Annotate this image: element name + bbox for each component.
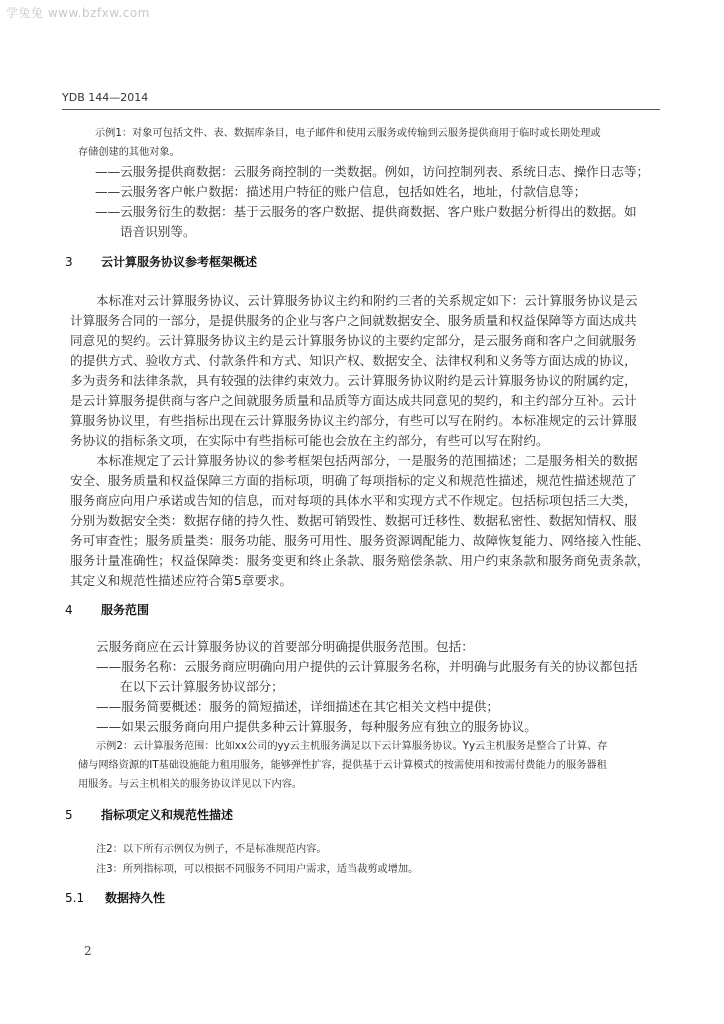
body-line: 服务计量准确性；权益保障类：服务变更和终止条款、服务赔偿条款、用户约束条款和服务商免责条款， [70, 553, 650, 568]
list-item: ——服务简要概述：服务的简短描述，详细描述在其它相关文档中提供； [96, 699, 499, 714]
subsection-title: 数据持久性 [105, 891, 166, 905]
body-line: 算服务协议里，有些指标出现在云计算服务协议主约部分，有些可以写在附约。本标准规定的云计算服 [70, 413, 637, 428]
example1-item: ——云服务提供商数据：云服务商控制的一类数据。例如，访问控制列表、系统日志、操作日志等； [95, 164, 650, 179]
body-line: 云服务商应在云计算服务协议的首要部分明确提供服务范围。包括： [96, 639, 474, 654]
subsection-number: 5.1 [65, 891, 85, 905]
list-item: 在以下云计算服务协议部分； [120, 679, 284, 694]
note-line: 注3：所列指标项，可以根据不同服务不同用户需求，适当裁剪或增加。 [96, 864, 419, 875]
body-line: 其定义和规范性描述应符合第5章要求。 [70, 573, 293, 588]
body-line: 务可审查性；服务质量类：服务功能、服务可用性、服务资源调配能力、故障恢复能力、网络接入性能、 [70, 533, 650, 548]
body-line: 务协议的指标条文项，在实际中有些指标可能也会放在主约部分，有些可以写在附约。 [70, 433, 549, 448]
section-title: 服务范围 [101, 603, 150, 617]
body-line: 安全、服务质量和权益保障三方面的指标项，明确了每项指标的定义和规范性描述，规范性描述规范了 [70, 473, 637, 488]
example2-line: 用服务。与云主机相关的服务协议详见以下内容。 [78, 779, 303, 790]
body-line: 本标准对云计算服务协议、云计算服务协议主约和附约三者的关系规定如下：云计算服务协议是云 [96, 293, 638, 308]
list-item: ——如果云服务商向用户提供多种云计算服务，每种服务应有独立的服务协议。 [96, 719, 537, 734]
document-id: YDB 144—2014 [62, 91, 149, 104]
example1-line: 存储创建的其他对象。 [78, 147, 180, 158]
example1-item: ——云服务客户帐户数据：描述用户特征的账户信息，包括如姓名，地址，付款信息等； [95, 184, 587, 199]
example1-line: 示例1：对象可包括文件、表、数据库条目，电子邮件和使用云服务或传输到云服务提供商用于临时或长期处理或 [95, 128, 601, 139]
example2-line: 储与网络资源的IT基础设施能力租用服务，能够弹性扩容，提供基于云计算模式的按需使用和按需付费能力的服务器租 [78, 760, 607, 771]
header-rule [62, 109, 660, 110]
note-line: 注2：以下所有示例仅为例子，不是标准规范内容。 [96, 844, 327, 855]
section-heading [65, 806, 233, 823]
section-number: 3 [65, 255, 73, 269]
body-line: 服务商应向用户承诺或告知的信息，而对每项的具体水平和实现方式不作规定。包括标项包括三大类， [70, 493, 637, 508]
example1-item: ——云服务衍生的数据：基于云服务的客户数据、提供商数据、客户账户数据分析得出的数据。如 [95, 204, 637, 219]
section-title: 云计算服务协议参考框架概述 [101, 255, 258, 269]
site-watermark: 学兔兔 www.bzfxw.com [6, 6, 150, 20]
body-line: 计算服务合同的一部分，是提供服务的企业与客户之间就数据安全、服务质量和权益保障等方面达成共 [70, 313, 637, 328]
body-line: 本标准规定了云计算服务协议的参考框架包括两部分，一是服务的范围描述；二是服务相关的数据 [96, 453, 638, 468]
subsection-heading [65, 889, 165, 906]
body-line: 是云计算服务提供商与客户之间就服务质量和品质等方面达成共同意见的契约，和主约部分互补。云计 [70, 393, 637, 408]
section-title: 指标项定义和规范性描述 [101, 808, 234, 822]
section-number: 4 [65, 603, 73, 617]
list-item: ——服务名称：云服务商应明确向用户提供的云计算服务名称，并明确与此服务有关的协议都包括 [96, 659, 638, 674]
page-number: 2 [84, 944, 92, 958]
section-number: 5 [65, 808, 73, 822]
body-line: 分别为数据安全类：数据存储的持久性、数据可销毁性、数据可迁移性、数据私密性、数据知情权、服 [70, 513, 637, 528]
body-line: 的提供方式、验收方式、付款条件和方式、知识产权、数据安全、法律权利和义务等方面达成的协议， [70, 353, 637, 368]
body-line: 同意见的契约。云计算服务协议主约是云计算服务协议的主要约定部分，是云服务商和客户之间就服务 [70, 333, 637, 348]
section-heading [65, 601, 149, 618]
body-line: 多为责务和法律条款，具有较强的法律约束效力。云计算服务协议附约是云计算服务协议的附属约定， [70, 373, 637, 388]
example1-item: 语音识别等。 [120, 224, 196, 239]
example2-line: 示例2：云计算服务范围：比如xx公司的yy云主机服务满足以下云计算服务协议。Yy云主机服务是整合了计算、存 [96, 741, 608, 752]
section-heading [65, 253, 257, 270]
